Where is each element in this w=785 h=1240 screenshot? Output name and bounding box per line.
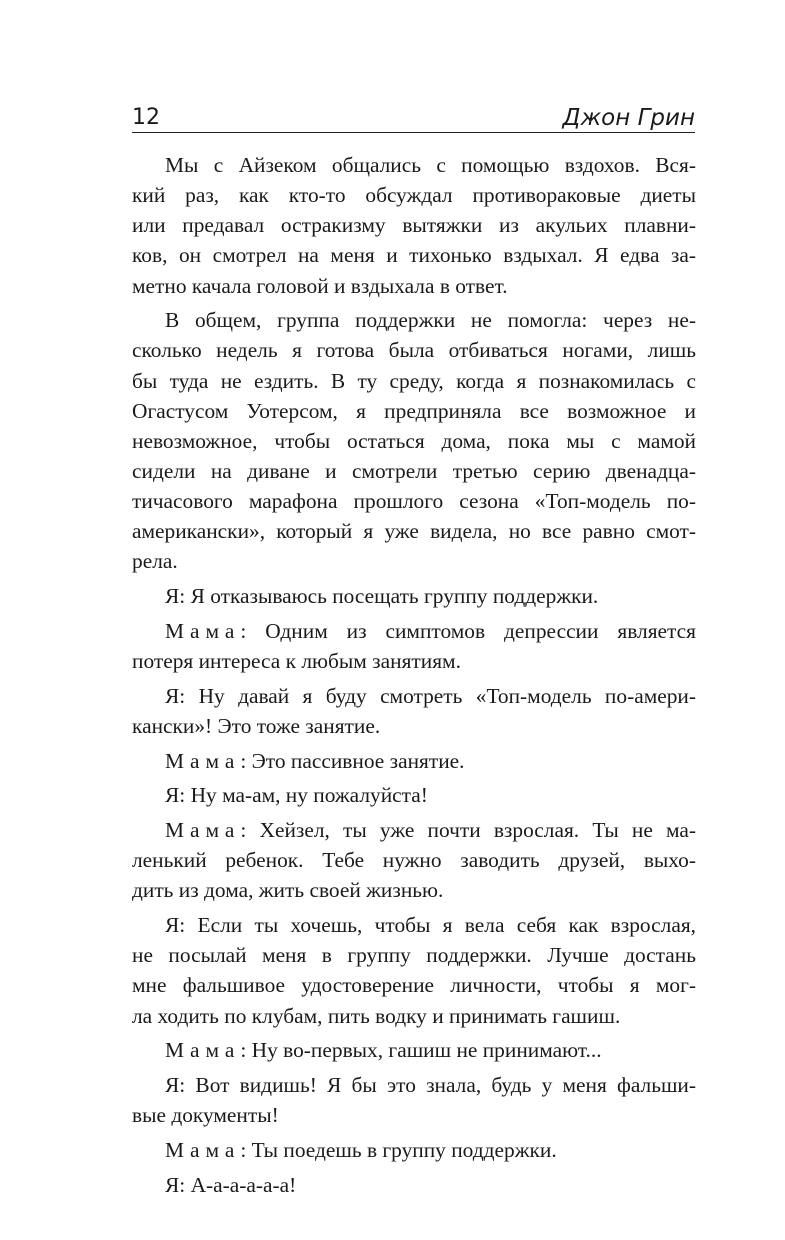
- text-line: Я: Вот видишь! Я бы это знала, будь у меня фальши-: [165, 1073, 696, 1098]
- speaker-name: Я: [165, 1073, 180, 1098]
- line-text: ков, он смотрел на меня и тихонько вздыхал. Я едва за-: [132, 243, 696, 268]
- line-text: В общем, группа поддержки не помогла: через не-: [165, 308, 696, 333]
- text-line: [132, 845, 696, 875]
- text-line: Мама: Ты поедешь в группу поддержки.: [165, 1137, 557, 1162]
- line-text: дить из дома, жить своей жизнью.: [132, 878, 444, 903]
- dialogue-paragraph: [132, 616, 696, 676]
- dialogue-paragraph: [132, 1170, 696, 1200]
- speaker-name: Мама: [165, 748, 241, 773]
- dialogue-paragraph: [132, 910, 696, 1031]
- text-line: [132, 180, 696, 210]
- line-text: А-а-а-а-а-а!: [190, 1172, 297, 1197]
- text-line: [132, 305, 696, 335]
- text-line: [132, 426, 696, 456]
- text-line: Я: Ну ма-ам, ну пожалуйста!: [165, 783, 428, 808]
- line-text: Ну давай я буду смотреть «Топ-модель по-амери-: [198, 683, 696, 708]
- text-line: [132, 486, 696, 516]
- page-number: 12: [132, 105, 160, 130]
- line-text: метно качала головой и вздыхала в ответ.: [132, 273, 508, 298]
- line-text: невозможное, чтобы остаться дома, пока мы с мамой: [132, 428, 696, 453]
- paragraph: [132, 150, 696, 301]
- text-line: Я: Ну давай я буду смотреть «Топ-модель по-амери-: [165, 683, 696, 708]
- line-text: кий раз, как кто-то обсуждал противораковые диеты: [132, 183, 696, 208]
- speaker-name: Я: [165, 683, 180, 708]
- line-text: сколько недель я готова была отбиваться ногами, лишь: [132, 338, 696, 363]
- line-text: Ну ма-ам, ну пожалуйста!: [190, 783, 428, 808]
- text-line: Мама: Одним из симптомов депрессии является: [165, 618, 696, 643]
- speaker-name: Мама: [165, 1038, 241, 1063]
- speaker-name: Я: [165, 1172, 180, 1197]
- line-text: потеря интереса к любым занятиям.: [132, 649, 461, 674]
- line-text: бы туда не ездить. В ту среду, когда я познакомилась с: [132, 368, 696, 393]
- dialogue-paragraph: [132, 815, 696, 905]
- text-line: [132, 546, 696, 576]
- text-line: [132, 335, 696, 365]
- line-text: Хейзел, ты уже почти взрослая. Ты не ма-: [259, 818, 696, 843]
- body-text: [132, 150, 696, 1200]
- line-text: тичасового марафона прошлого сезона «Топ-модель по-: [132, 489, 696, 514]
- line-text: Это пассивное занятие.: [251, 748, 465, 773]
- speaker-name: Я: [165, 783, 180, 808]
- dialogue-paragraph: [132, 1070, 696, 1130]
- line-text: Одним из симптомов депрессии является: [265, 618, 696, 643]
- running-head-author: Джон Грин: [562, 105, 695, 131]
- speaker-name: Мама: [165, 618, 241, 643]
- line-text: мне фальшивое удостоверение личности, чтобы я мог-: [132, 973, 696, 998]
- line-text: Ты поедешь в группу поддержки.: [251, 1137, 557, 1162]
- dialogue-paragraph: [132, 681, 696, 741]
- line-text: ла ходить по клубам, пить водку и принимать гашиш.: [132, 1003, 621, 1028]
- line-text: Ну во-первых, гашиш не принимают...: [251, 1038, 602, 1063]
- dialogue-paragraph: [132, 746, 696, 776]
- paragraph: [132, 305, 696, 576]
- text-line: Мама: Это пассивное занятие.: [165, 748, 465, 773]
- text-line: Я: Я отказываюсь посещать группу поддержки.: [165, 584, 599, 609]
- line-text: Огастусом Уотерсом, я предприняла все возможное и: [132, 398, 696, 423]
- text-line: [132, 1100, 696, 1130]
- text-line: [132, 1001, 696, 1031]
- line-text: американски», который я уже видела, но все равно смот-: [132, 519, 696, 544]
- running-header: [132, 98, 695, 133]
- text-line: [132, 240, 696, 270]
- line-text: Вот видишь! Я бы это знала, будь у меня фальши-: [195, 1073, 696, 1098]
- text-line: Мама: Ну во-первых, гашиш не принимают...: [165, 1038, 602, 1063]
- line-text: не посылай меня в группу поддержки. Лучше достань: [132, 943, 696, 968]
- text-line: Я: А-а-а-а-а-а!: [165, 1172, 297, 1197]
- text-line: [132, 940, 696, 970]
- line-text: ленький ребенок. Тебе нужно заводить друзей, выхо-: [132, 848, 696, 873]
- text-line: [132, 150, 696, 180]
- line-text: вые документы!: [132, 1103, 279, 1128]
- line-text: или предавал остракизму вытяжки из акульих плавни-: [132, 213, 696, 238]
- dialogue-paragraph: [132, 581, 696, 611]
- text-line: [132, 210, 696, 240]
- dialogue-paragraph: [132, 1135, 696, 1165]
- text-line: [132, 396, 696, 426]
- speaker-name: Мама: [165, 818, 241, 843]
- line-text: сидели на диване и смотрели третью серию двенадца-: [132, 459, 696, 483]
- text-line: [132, 516, 696, 546]
- line-text: Я отказываюсь посещать группу поддержки.: [190, 584, 599, 609]
- text-line: [132, 646, 696, 676]
- speaker-name: Мама: [165, 1137, 241, 1162]
- text-line: [132, 456, 696, 486]
- line-text: Мы с Айзеком общались с помощью вздохов. Вся-: [165, 153, 696, 177]
- text-line: [132, 970, 696, 1000]
- line-text: Если ты хочешь, чтобы я вела себя как взрослая,: [197, 913, 697, 938]
- line-text: рела.: [132, 549, 178, 574]
- text-line: Я: Если ты хочешь, чтобы я вела себя как взрослая,: [165, 913, 697, 938]
- text-line: [132, 711, 696, 741]
- text-line: Мама: Хейзел, ты уже почти взрослая. Ты не ма-: [165, 818, 696, 843]
- text-line: [132, 875, 696, 905]
- speaker-name: Я: [165, 584, 180, 609]
- line-text: кански»! Это тоже занятие.: [132, 713, 381, 738]
- speaker-name: Я: [165, 913, 180, 938]
- dialogue-paragraph: [132, 1035, 696, 1065]
- text-line: [132, 366, 696, 396]
- dialogue-paragraph: [132, 780, 696, 810]
- text-line: [132, 271, 696, 301]
